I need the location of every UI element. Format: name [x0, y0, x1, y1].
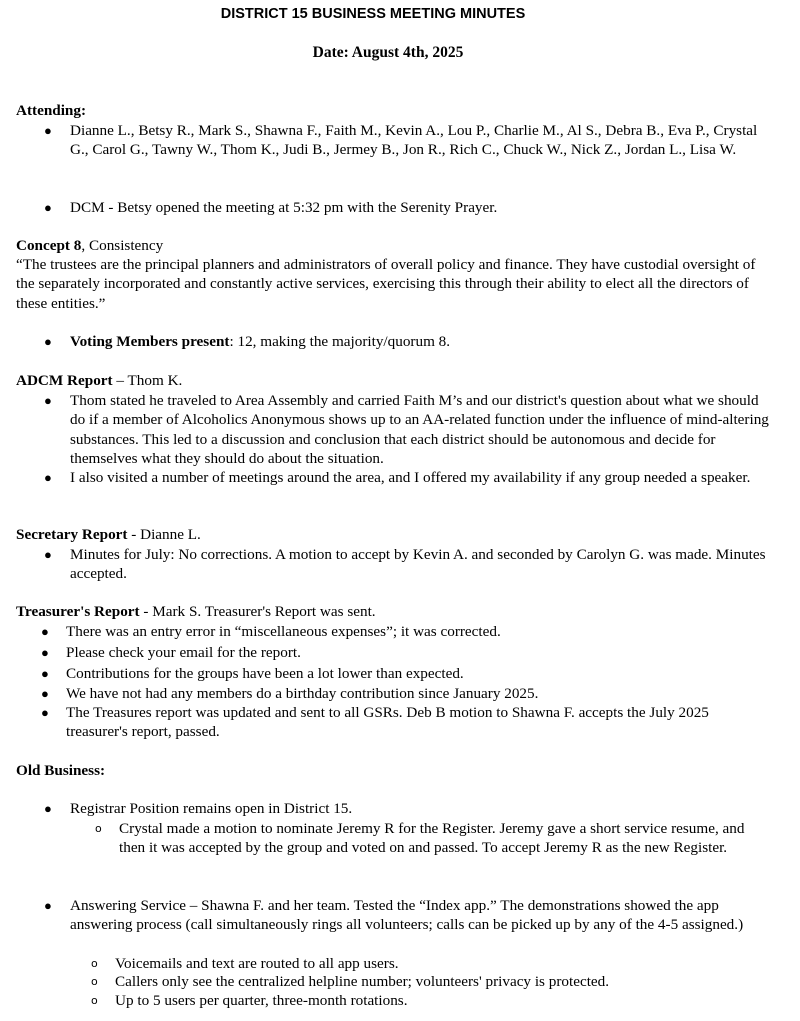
sub-bullet-icon: o — [91, 975, 98, 988]
bullet-icon: ● — [44, 334, 52, 349]
adcm-item: Thom stated he traveled to Area Assembly and carried Faith M’s and our district's question about what we should do if a member of Alcoholics Anonymous shows up to an AA-related function under the influence of mind-altering substances. This led to a discussion and conclusion that each district should be autonomous and decide for themselves what they should do about the situation. — [70, 392, 769, 467]
document-title: DISTRICT 15 BUSINESS MEETING MINUTES — [220, 6, 526, 22]
sub-bullet-icon: o — [91, 957, 98, 970]
treasurer-item: Please check your email for the report. — [66, 644, 301, 661]
treasurer-heading: Treasurer's Report - Mark S. Treasurer's Report was sent. — [16, 603, 376, 620]
treasurer-item: Contributions for the groups have been a lot lower than expected. — [66, 665, 464, 682]
adcm-heading: ADCM Report – Thom K. — [16, 372, 183, 389]
bullet-icon: ● — [41, 686, 49, 701]
bullet-icon: ● — [44, 547, 52, 562]
bullet-icon: ● — [44, 801, 52, 816]
meeting-opening: DCM - Betsy opened the meeting at 5:32 pm with the Serenity Prayer. — [70, 199, 498, 216]
treasurer-item: We have not had any members do a birthday contribution since January 2025. — [66, 685, 539, 702]
answering-subitem: Voicemails and text are routed to all app users. — [115, 955, 399, 972]
voting-members: Voting Members present: 12, making the majority/quorum 8. — [70, 333, 451, 350]
bullet-icon: ● — [41, 666, 49, 681]
secretary-heading: Secretary Report - Dianne L. — [16, 526, 201, 543]
treasurer-item: The Treasures report was updated and sent to all GSRs. Deb B motion to Shawna F. accepts the July 2025 treasurer's report, passed. — [66, 704, 709, 741]
answering-subitem: Callers only see the centralized helpline number; volunteers' privacy is protected. — [115, 973, 610, 990]
bullet-icon: ● — [44, 470, 52, 485]
registrar-item: Registrar Position remains open in District 15. — [70, 800, 353, 817]
registrar-subitem: Crystal made a motion to nominate Jeremy R for the Register. Jeremy gave a short service resume, and then it was accepted by the group and voted on and passed. To accept Jeremy R as the new Register. — [119, 820, 745, 857]
bullet-icon: ● — [44, 200, 52, 215]
old-business-heading: Old Business: — [16, 762, 106, 779]
bullet-icon: ● — [41, 645, 49, 660]
concept-heading: Concept 8, Consistency — [16, 237, 164, 254]
secretary-item: Minutes for July: No corrections. A motion to accept by Kevin A. and seconded by Carolyn G. was made. Minutes accepted. — [70, 546, 766, 583]
sub-bullet-icon: o — [91, 994, 98, 1007]
bullet-icon: ● — [44, 898, 52, 913]
attending-heading: Attending: — [16, 102, 87, 119]
concept-quote: “The trustees are the principal planners and administrators of overall policy and finance. They have custodial oversight of the separately incorporated and constantly active services, exercising this through their ability to elect all the directors of these entities.” — [16, 256, 756, 312]
adcm-item: I also visited a number of meetings around the area, and I offered my availability if any group needed a speaker. — [70, 469, 751, 486]
answering-subitem: Up to 5 users per quarter, three-month rotations. — [115, 992, 408, 1009]
attendees-list: Dianne L., Betsy R., Mark S., Shawna F., Faith M., Kevin A., Lou P., Charlie M., Al S., Debra B., Eva P., Crystal G., Carol G., Tawny W., Thom K., Judi B., Jermey B., Jon R., Rich C., Chuck W., Nick Z., Jordan L., Lisa W. — [70, 122, 758, 159]
bullet-icon: ● — [41, 624, 49, 639]
treasurer-item: There was an entry error in “miscellaneous expenses”; it was corrected. — [66, 623, 501, 640]
meeting-date: Date: August 4th, 2025 — [312, 44, 464, 61]
sub-bullet-icon: o — [95, 822, 102, 835]
bullet-icon: ● — [41, 705, 49, 720]
answering-service-item: Answering Service – Shawna F. and her team. Tested the “Index app.” The demonstrations showed the app answering process (call simultaneously rings all volunteers; calls can be picked up by any of the 4-5 assigned.) — [70, 897, 744, 934]
bullet-icon: ● — [44, 123, 52, 138]
bullet-icon: ● — [44, 393, 52, 408]
